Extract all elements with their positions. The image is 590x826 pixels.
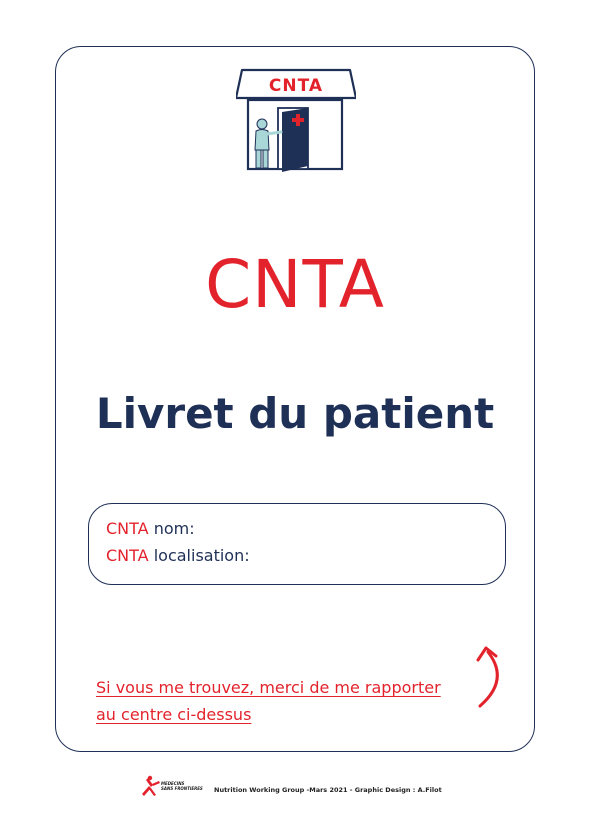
center-name-label: nom: bbox=[153, 519, 195, 538]
center-location-line bbox=[106, 542, 505, 569]
center-info-box bbox=[88, 503, 506, 585]
msf-logo-line-1: MEDECINS bbox=[161, 781, 185, 786]
return-message-line-1: Si vous me trouvez, merci de me rapporter bbox=[96, 678, 441, 697]
curved-arrow-up-icon bbox=[470, 640, 510, 710]
clinic-building-icon bbox=[236, 68, 356, 172]
footer-credits: Nutrition Working Group -Mars 2021 - Graphic Design : A.Filot bbox=[214, 786, 442, 794]
center-location-prefix: CNTA bbox=[106, 546, 149, 565]
center-name-prefix: CNTA bbox=[106, 519, 149, 538]
msf-logo-line-2: SANS FRONTIERES bbox=[161, 786, 203, 791]
cover-title: CNTA bbox=[205, 246, 385, 323]
return-message-line-2: au centre ci-dessus bbox=[96, 705, 252, 724]
center-name-line bbox=[106, 515, 505, 542]
return-message bbox=[96, 674, 456, 728]
center-location-label: localisation: bbox=[153, 546, 250, 565]
footer bbox=[140, 774, 460, 798]
logo-sign-text: CNTA bbox=[268, 76, 324, 96]
msf-logo-text bbox=[161, 781, 203, 791]
cover-subtitle: Livret du patient bbox=[95, 389, 495, 438]
